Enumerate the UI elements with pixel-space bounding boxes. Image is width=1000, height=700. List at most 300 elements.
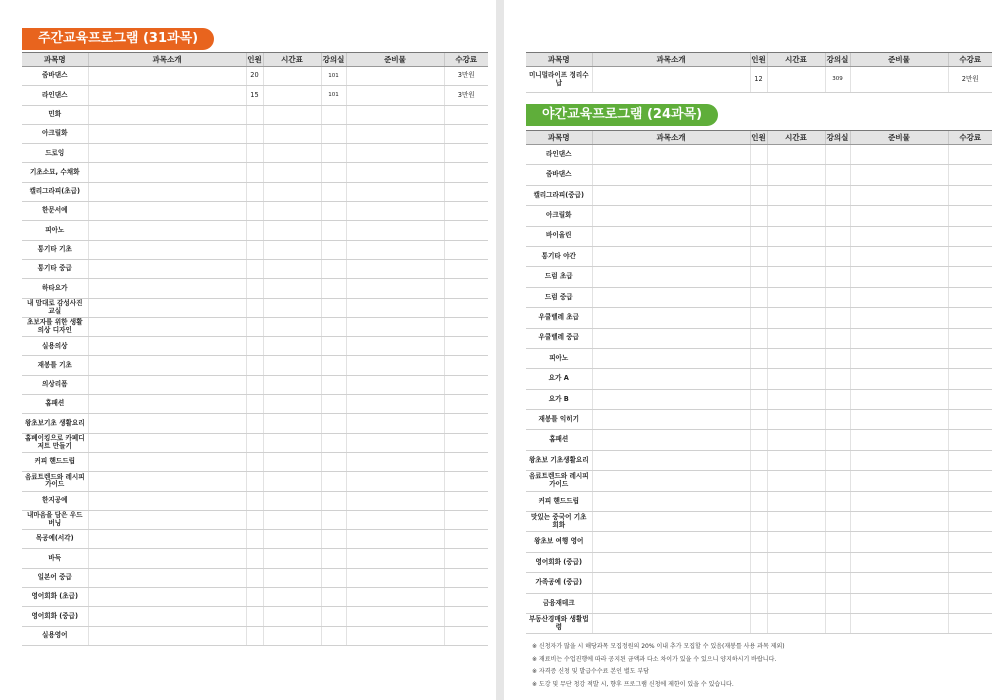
table-row [526,267,992,287]
supplies [346,337,444,356]
classroom [321,607,346,626]
supplies [346,105,444,124]
course-name: 드럼 중급 [526,287,592,307]
course-description [592,593,750,613]
schedule-time [767,512,825,532]
course-description [88,607,246,626]
capacity [750,471,767,491]
capacity [750,287,767,307]
capacity [246,298,263,317]
course-description [592,552,750,572]
course-name: 미니멀라이프 정리수납 [526,67,592,93]
supplies [850,206,948,226]
table-row [22,317,488,336]
supplies [346,163,444,182]
supplies [850,348,948,368]
column-header: 과목명 [526,131,592,145]
classroom [825,430,850,450]
schedule-time [263,298,321,317]
supplies [346,491,444,510]
classroom [321,491,346,510]
schedule-time [767,308,825,328]
column-header: 과목명 [22,53,88,67]
course-description [592,613,750,633]
table-row [22,491,488,510]
course-description [88,549,246,568]
capacity [750,369,767,389]
schedule-time [767,389,825,409]
tuition-fee [444,240,488,259]
course-description [592,450,750,470]
course-name: 커피 핸드드립 [22,452,88,471]
supplies [850,328,948,348]
table-row [22,240,488,259]
tuition-fee [948,267,992,287]
tuition-fee [948,613,992,633]
table-row [526,145,992,165]
table-row [526,226,992,246]
capacity [750,613,767,633]
tuition-fee [948,246,992,266]
classroom [321,163,346,182]
course-description [592,573,750,593]
capacity: 20 [246,67,263,86]
schedule-time [263,626,321,645]
supplies [346,356,444,375]
table-row [526,532,992,552]
tuition-fee [444,105,488,124]
classroom [825,512,850,532]
capacity [750,573,767,593]
schedule-time [263,472,321,491]
classroom [321,105,346,124]
course-name: 줌바댄스 [22,67,88,86]
tuition-fee [948,185,992,205]
capacity [246,452,263,471]
left-page [0,0,496,700]
capacity [750,165,767,185]
continued-table-body [526,67,992,93]
capacity [750,389,767,409]
classroom [321,375,346,394]
tuition-fee [444,414,488,433]
course-description [88,530,246,549]
supplies [346,510,444,529]
course-name: 음료트렌드와 레시피가이드 [526,471,592,491]
schedule-time [263,607,321,626]
column-header: 준비물 [850,131,948,145]
tuition-fee [948,573,992,593]
table-row [22,414,488,433]
tuition-fee [948,512,992,532]
capacity [750,246,767,266]
supplies [346,472,444,491]
tuition-fee [444,202,488,221]
classroom [825,165,850,185]
tuition-fee [948,552,992,572]
tuition-fee [444,259,488,278]
table-row [22,568,488,587]
classroom [321,240,346,259]
column-header: 준비물 [346,53,444,67]
capacity [750,267,767,287]
course-name: 민화 [22,105,88,124]
classroom [825,532,850,552]
course-name: 음료트렌드와 레시피가이드 [22,472,88,491]
schedule-time [263,221,321,240]
supplies [346,86,444,105]
capacity [246,182,263,201]
supplies [346,626,444,645]
capacity [246,414,263,433]
supplies [346,259,444,278]
table-row [526,471,992,491]
course-description [88,395,246,414]
course-description [88,452,246,471]
capacity [750,226,767,246]
course-description [592,512,750,532]
tuition-fee [444,337,488,356]
table-row [526,450,992,470]
table-row [22,510,488,529]
column-header: 인원 [750,131,767,145]
capacity [246,588,263,607]
schedule-time [263,279,321,298]
supplies [850,430,948,450]
supplies [850,67,948,93]
schedule-time [767,573,825,593]
table-row [22,163,488,182]
course-name: 왕초보 기초생활요리 [526,450,592,470]
column-header: 시간표 [263,53,321,67]
schedule-time [263,510,321,529]
evening-program-title: 야간교육프로그램 (24과목) [526,104,718,126]
column-header: 강의실 [825,53,850,67]
course-name: 통기타 중급 [22,259,88,278]
table-row [22,105,488,124]
course-description [88,356,246,375]
classroom [825,267,850,287]
tuition-fee [948,287,992,307]
course-name: 의상리폼 [22,375,88,394]
classroom [825,369,850,389]
classroom [825,389,850,409]
tuition-fee [948,471,992,491]
supplies [850,185,948,205]
supplies [850,267,948,287]
supplies [850,471,948,491]
classroom: 101 [321,86,346,105]
course-name: 금융재테크 [526,593,592,613]
supplies [850,410,948,430]
supplies [346,144,444,163]
schedule-time [767,145,825,165]
tuition-fee [948,145,992,165]
course-name: 영어회화 (중급) [526,552,592,572]
table-row [22,259,488,278]
table-header-row [526,131,992,145]
tuition-fee [444,163,488,182]
classroom: 101 [321,67,346,86]
course-name: 우쿨렐레 초급 [526,308,592,328]
supplies [346,530,444,549]
course-name: 실용의상 [22,337,88,356]
supplies [346,568,444,587]
course-name: 가족공예 (중급) [526,573,592,593]
supplies [850,246,948,266]
evening-schedule-table [526,130,992,634]
tuition-fee: 3만원 [444,67,488,86]
table-row [22,472,488,491]
tuition-fee [444,433,488,452]
table-row [22,86,488,105]
schedule-time [767,369,825,389]
course-description [592,145,750,165]
course-name: 실용영어 [22,626,88,645]
tuition-fee [444,124,488,143]
course-name: 재봉틀 기초 [22,356,88,375]
classroom [321,182,346,201]
tuition-fee [948,226,992,246]
course-name: 라인댄스 [22,86,88,105]
capacity [750,532,767,552]
tuition-fee [948,206,992,226]
schedule-time [263,433,321,452]
note-item: ※ 재료비는 수업진행에 따라 공지된 금액과 다소 차이가 있을 수 있으니 양지하시기 바랍니다. [532,655,777,663]
schedule-time [263,67,321,86]
course-name: 우쿨렐레 중급 [526,328,592,348]
supplies [346,279,444,298]
course-name: 한문서예 [22,202,88,221]
table-row [22,144,488,163]
tuition-fee [948,491,992,511]
course-description [592,267,750,287]
classroom [321,298,346,317]
table-row [526,206,992,226]
supplies [850,308,948,328]
course-name: 한지공예 [22,491,88,510]
course-description [88,67,246,86]
column-header: 과목소개 [592,131,750,145]
table-header-row [526,53,992,67]
classroom [321,414,346,433]
schedule-time [767,410,825,430]
supplies [850,532,948,552]
tuition-fee [444,452,488,471]
schedule-time [263,86,321,105]
classroom [825,328,850,348]
tuition-fee [948,450,992,470]
course-description [88,182,246,201]
schedule-time [767,67,825,93]
supplies [346,221,444,240]
course-description [592,389,750,409]
table-row [526,287,992,307]
supplies [850,450,948,470]
course-description [592,67,750,93]
table-row [22,588,488,607]
supplies [346,607,444,626]
tuition-fee [444,221,488,240]
column-header: 인원 [750,53,767,67]
tuition-fee [444,298,488,317]
course-description [88,472,246,491]
tuition-fee [444,491,488,510]
table-row [526,389,992,409]
table-row [526,613,992,633]
tuition-fee [444,279,488,298]
capacity [246,510,263,529]
course-name: 요가 A [526,369,592,389]
table-row [22,279,488,298]
table-row [22,607,488,626]
course-name: 영어회화 (초급) [22,588,88,607]
course-description [88,510,246,529]
course-name: 홈패션 [22,395,88,414]
supplies [850,145,948,165]
classroom [825,287,850,307]
classroom [825,226,850,246]
table-row [22,626,488,645]
course-description [592,532,750,552]
table-row [526,491,992,511]
supplies [850,573,948,593]
schedule-time [263,163,321,182]
course-name: 내마음을 담은 우드버닝 [22,510,88,529]
capacity [246,568,263,587]
course-name: 왕초보기초 생활요리 [22,414,88,433]
supplies [346,414,444,433]
tuition-fee [444,144,488,163]
weekday-table-body [22,67,488,646]
capacity [246,626,263,645]
weekday-program-title: 주간교육프로그램 (31과목) [22,28,214,50]
column-header: 강의실 [825,131,850,145]
table-row [526,308,992,328]
supplies [850,613,948,633]
schedule-time [263,395,321,414]
classroom [321,337,346,356]
supplies [346,433,444,452]
classroom [321,588,346,607]
course-description [592,246,750,266]
capacity [246,530,263,549]
course-name: 아크릴화 [526,206,592,226]
course-description [592,287,750,307]
table-row [22,433,488,452]
note-item: ※ 도강 및 무단 청강 적발 시, 향후 프로그램 신청에 제한이 있을 수 있습니다. [532,680,734,688]
tuition-fee [948,348,992,368]
schedule-time [767,206,825,226]
table-row [22,530,488,549]
capacity [246,433,263,452]
course-description [88,298,246,317]
classroom [321,549,346,568]
tuition-fee [444,395,488,414]
table-row [22,356,488,375]
course-name: 초보자를 위한 생활의상 디자인 [22,317,88,336]
schedule-time [263,182,321,201]
tuition-fee [948,389,992,409]
supplies [850,389,948,409]
classroom [825,410,850,430]
schedule-time [767,613,825,633]
weekday-schedule-table [22,52,488,646]
table-row [526,512,992,532]
capacity [246,472,263,491]
course-description [88,375,246,394]
table-row [22,549,488,568]
schedule-time [767,226,825,246]
capacity [750,308,767,328]
table-row [526,430,992,450]
capacity [750,593,767,613]
tuition-fee [444,530,488,549]
course-description [592,185,750,205]
classroom [825,246,850,266]
capacity [246,240,263,259]
notes-list [532,641,992,691]
course-description [88,202,246,221]
classroom [321,221,346,240]
classroom [825,613,850,633]
schedule-time [767,552,825,572]
table-row [526,328,992,348]
schedule-time [263,259,321,278]
tuition-fee: 2만원 [948,67,992,93]
course-name: 목공예(서각) [22,530,88,549]
classroom [825,206,850,226]
note-item: ※ 신청자가 많을 시 해당과목 모집정원의 20% 이내 추가 모집할 수 있음(재봉틀 사용 과목 제외) [532,643,785,650]
course-description [592,226,750,246]
note-item: ※ 자격증 신청 및 발급수수료 본인 별도 부담 [532,668,649,675]
course-name: 왕초보 여행 영어 [526,532,592,552]
supplies [346,202,444,221]
capacity [246,124,263,143]
table-row [526,552,992,572]
schedule-time [767,328,825,348]
tuition-fee [444,375,488,394]
capacity [750,430,767,450]
course-description [88,240,246,259]
schedule-time [767,593,825,613]
supplies [850,165,948,185]
schedule-time [263,144,321,163]
classroom [321,259,346,278]
table-row [526,185,992,205]
capacity [246,317,263,336]
table-row [526,410,992,430]
capacity [750,512,767,532]
course-description [592,165,750,185]
schedule-time [263,202,321,221]
course-name: 영어회화 (중급) [22,607,88,626]
capacity [246,375,263,394]
schedule-time [767,267,825,287]
capacity [246,279,263,298]
classroom [321,279,346,298]
course-name: 요가 B [526,389,592,409]
table-row [22,124,488,143]
column-header: 수강료 [444,53,488,67]
course-name: 캘리그라피(중급) [526,185,592,205]
course-description [88,221,246,240]
schedule-time [767,185,825,205]
course-name: 피아노 [22,221,88,240]
schedule-time [263,105,321,124]
capacity [246,395,263,414]
table-row [22,298,488,317]
